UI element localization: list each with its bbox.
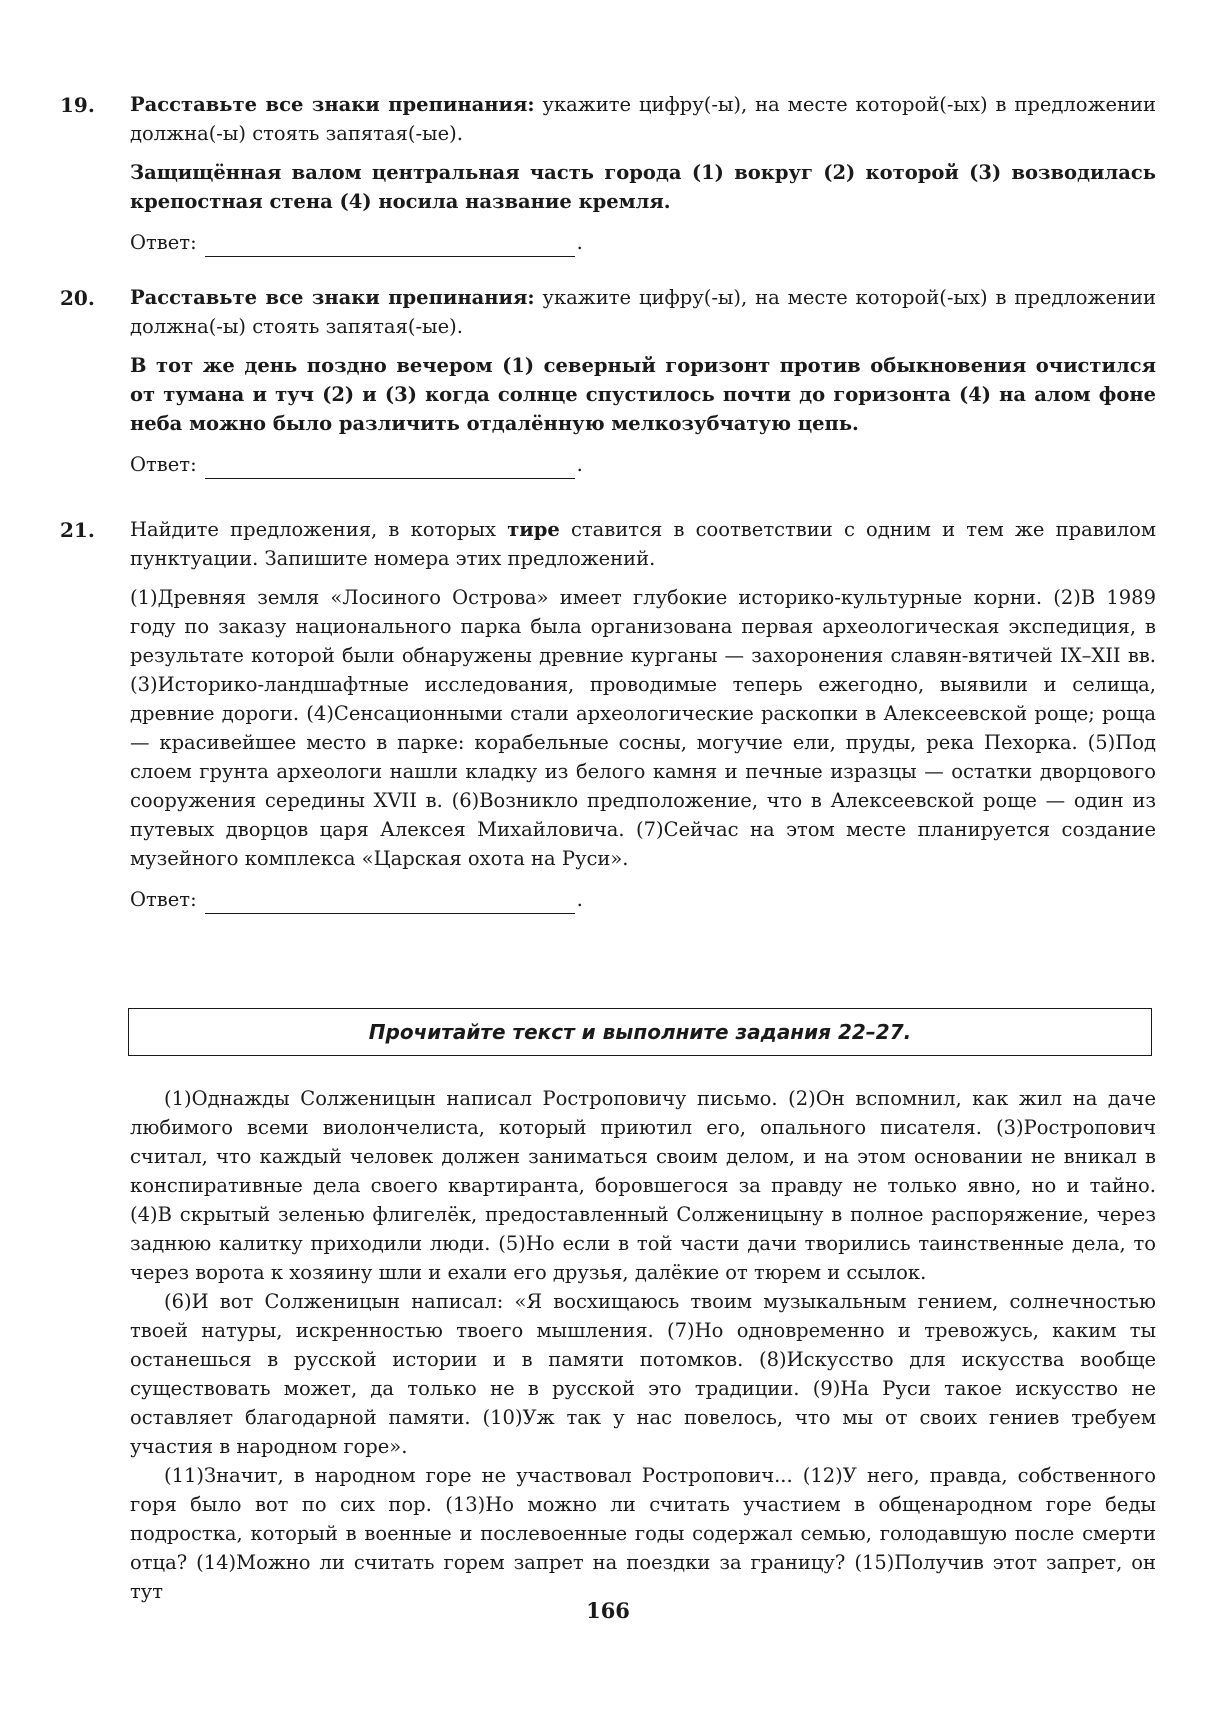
answer-label: Ответ: bbox=[130, 453, 197, 476]
task-body bbox=[130, 283, 1156, 479]
answer-label: Ответ: bbox=[130, 231, 197, 254]
task-sentence: В тот же день поздно вечером (1) северный горизонт против обыкновения очистился от тумана и туч (2) и (3) когда солнце спустилось почти до горизонта (4) на алом фоне неба можно было различить отдалённую мелкозубчатую цепь. bbox=[130, 354, 1156, 435]
answer-dot: . bbox=[576, 453, 583, 476]
reading-paragraph: (1)Однажды Солженицын написал Ростроповичу письмо. (2)Он вспомнил, как жил на даче любимого всеми виолончелиста, который приютил его, опального писателя. (3)Ростропович считал, что каждый человек должен заниматься своим делом, и на этом основании не вникал в конспиративные дела своего квартиранта, боровшегося за правду не только явно, но и тайно. (4)В скрытый зеленью флигелёк, предоставленный Солженицыну в полное распоряжение, через заднюю калитку приходили люди. (5)Но если в той части дачи творились таинственные дела, то через ворота к хозяину шли и ехали его друзья, далёкие от тюрем и ссылок. bbox=[130, 1087, 1156, 1284]
instruction-text: Найдите предложения, в которых bbox=[130, 518, 508, 541]
instruction-bold: Расставьте все знаки препинания: bbox=[130, 93, 535, 116]
instruction-text: укажите цифру(-ы), на месте которой(-ых) в предложении должна(-ы) стоять запятая(-ые). bbox=[130, 286, 1156, 338]
answer-row bbox=[130, 450, 1156, 479]
task-number: 21. bbox=[60, 518, 95, 542]
reading-paragraph: (6)И вот Солженицын написал: «Я восхищаюсь твоим музыкальным гением, солнечностью твоей натуры, искренностью твоего мышления. (7)Но одновременно и тревожусь, каким ты останешься в русской истории и в памяти потомков. (8)Искусство для искусства вообще существовать может, да только не в русской это традиции. (9)На Руси такое искусство не оставляет благодарной памяти. (10)Уж так у нас повелось, что мы от своих гениев требуем участия в народном горе». bbox=[130, 1290, 1156, 1458]
task-number: 19. bbox=[60, 93, 95, 117]
answer-field[interactable] bbox=[205, 234, 575, 257]
answer-dot: . bbox=[576, 888, 583, 911]
reading-text bbox=[130, 1084, 1156, 1606]
reading-instruction-box: Прочитайте текст и выполните задания 22–27. bbox=[128, 1008, 1152, 1056]
task-instruction bbox=[130, 90, 1156, 148]
task-instruction bbox=[130, 515, 1156, 573]
task-body bbox=[130, 90, 1156, 257]
answer-row bbox=[130, 885, 1156, 914]
instruction-text: укажите цифру(-ы), на месте которой(-ых) в предложении должна(-ы) стоять запятая(-ые). bbox=[130, 93, 1156, 145]
task-number: 20. bbox=[60, 286, 95, 310]
task-body bbox=[130, 515, 1156, 914]
answer-dot: . bbox=[576, 231, 583, 254]
instruction-text: ставится в соответствии с одним и тем же правилом пунктуации. Запишите номера этих предложений. bbox=[130, 518, 1156, 570]
task-sentence: Защищённая валом центральная часть города (1) вокруг (2) которой (3) возводилась крепостная стена (4) носила название кремля. bbox=[130, 161, 1156, 213]
page-number: 166 bbox=[586, 1598, 630, 1623]
answer-label: Ответ: bbox=[130, 888, 197, 911]
task-text: (1)Древняя земля «Лосиного Острова» имеет глубокие историко-культурные корни. (2)В 1989 году по заказу национального парка была организована первая археологическая экспедиция, в результате которой были обнаружены древние курганы — захоронения славян-вятичей IX–XII вв. (3)Историко-ландшафтные исследования, проводимые теперь ежегодно, выявили и селища, древние дороги. (4)Сенсационными стали археологические раскопки в Алексеевской роще; роща — красивейшее место в парке: корабельные сосны, могучие ели, пруды, река Пехорка. (5)Под слоем грунта археологи нашли кладку из белого камня и печные изразцы — остатки дворцового сооружения середины XVII в. (6)Возникло предположение, что в Алексеевской роще — один из путевых дворцов царя Алексея Михайловича. (7)Сейчас на этом месте планируется создание музейного комплекса «Царская охота на Руси». bbox=[130, 586, 1156, 870]
task-instruction bbox=[130, 283, 1156, 341]
reading-paragraph: (11)Значит, в народном горе не участвовал Ростропович... (12)У него, правда, собственного горя было вот по сих пор. (13)Но можно ли считать участием в общенародном горе беды подростка, который в военные и послевоенные годы содержал семью, голодавшую после смерти отца? (14)Можно ли считать горем запрет на поездки за границу? (15)Получив этот запрет, он тут bbox=[130, 1464, 1156, 1603]
answer-field[interactable] bbox=[205, 456, 575, 479]
instruction-bold: тире bbox=[507, 518, 560, 541]
answer-row bbox=[130, 228, 1156, 257]
answer-field[interactable] bbox=[205, 891, 575, 914]
instruction-bold: Расставьте все знаки препинания: bbox=[130, 286, 535, 309]
